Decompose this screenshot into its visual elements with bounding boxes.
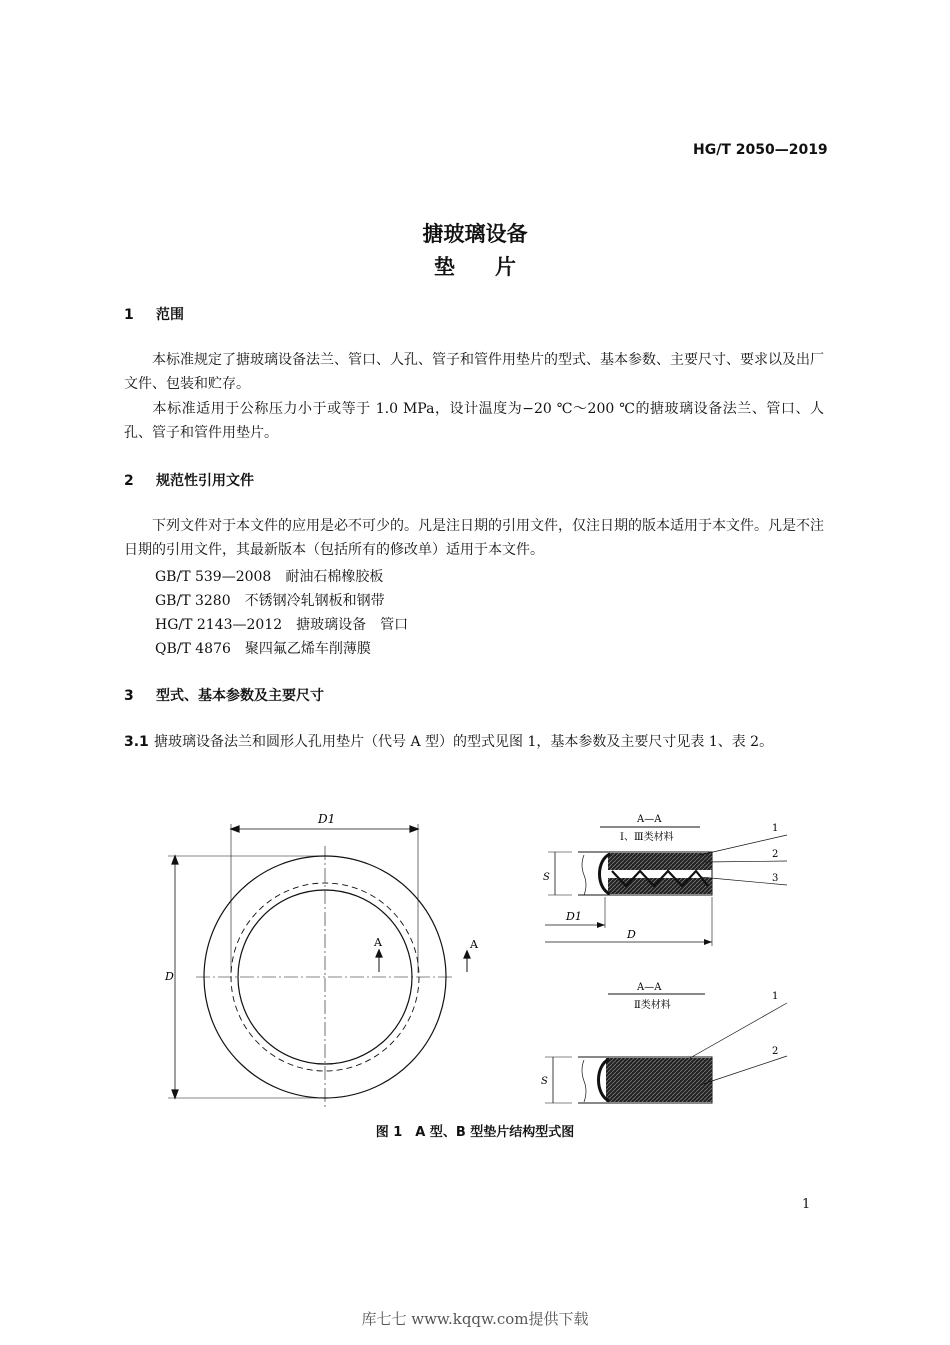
figure-caption: 图 1 A 型、B 型垫片结构型式图 xyxy=(375,1125,575,1140)
reference-item: GB/T 3280 不锈钢冷轧钢板和钢带 xyxy=(155,593,385,609)
section-title-2: A—A xyxy=(637,982,662,993)
section-number: 2 xyxy=(124,473,134,489)
material-type-2: Ⅱ类材料 xyxy=(634,1000,671,1011)
scope-paragraph-2: 本标准适用于公称压力小于或等于 1.0 MPa，设计温度为−20 ℃～200 ℃的搪玻璃设备法兰、管口、人孔、管子和管件用垫片。 xyxy=(124,401,824,441)
reference-item: QB/T 4876 聚四氟乙烯车削薄膜 xyxy=(155,641,371,657)
section-arrow-left xyxy=(376,950,382,957)
label-s-2: S xyxy=(541,1076,548,1087)
callout-1-b: 1 xyxy=(772,991,779,1002)
plan-view xyxy=(168,824,470,1108)
callout-2: 2 xyxy=(772,849,779,860)
material-type-1-3: Ⅰ、Ⅲ类材料 xyxy=(620,832,674,843)
clause-3-1: 3.1 搪玻璃设备法兰和圆形人孔用垫片（代号 A 型）的型式见图 1，基本参数及主要尺寸见表 1、表 2。 xyxy=(124,734,774,750)
callout-3: 3 xyxy=(772,873,779,884)
references-intro: 下列文件对于本文件的应用是必不可少的。凡是注日期的引用文件，仅注日期的版本适用于本文件。凡是不注日期的引用文件，其最新版本（包括所有的修改单）适用于本文件。 xyxy=(124,518,824,558)
reference-item: HG/T 2143—2012 搪玻璃设备 管口 xyxy=(155,617,409,633)
section-title: 型式、基本参数及主要尺寸 xyxy=(156,688,324,704)
label-d: D xyxy=(165,970,174,983)
label-d1-section: D1 xyxy=(566,910,582,923)
section-arrow-right xyxy=(464,951,470,958)
reference-item: GB/T 539—2008 耐油石棉橡胶板 xyxy=(155,569,384,585)
section-title: 规范性引用文件 xyxy=(156,473,254,489)
section-number: 3 xyxy=(124,688,134,704)
label-section-a-left: A xyxy=(374,936,382,949)
label-s-1: S xyxy=(543,872,550,883)
label-section-a-right: A xyxy=(470,938,478,951)
document-subtitle: 垫片 xyxy=(434,255,556,279)
scope-paragraph-1: 本标准规定了搪玻璃设备法兰、管口、人孔、管子和管件用垫片的型式、基本参数、主要尺寸、要求以及出厂文件、包装和贮存。 xyxy=(124,352,824,392)
label-d1: D1 xyxy=(318,812,336,826)
section-number: 1 xyxy=(124,307,134,323)
section-view-type-1-3 xyxy=(545,827,787,946)
section-title-1: A—A xyxy=(637,814,662,825)
footer-watermark: 库七七 www.kqqw.com提供下载 xyxy=(361,1310,589,1328)
label-d-section: D xyxy=(627,928,636,941)
document-title: 搪玻璃设备 xyxy=(422,222,528,246)
callout-1: 1 xyxy=(772,823,779,834)
section-title: 范围 xyxy=(156,307,184,323)
standard-code: HG/T 2050—2019 xyxy=(693,142,828,158)
page-number: 1 xyxy=(802,1197,811,1212)
callout-2-b: 2 xyxy=(772,1046,779,1057)
